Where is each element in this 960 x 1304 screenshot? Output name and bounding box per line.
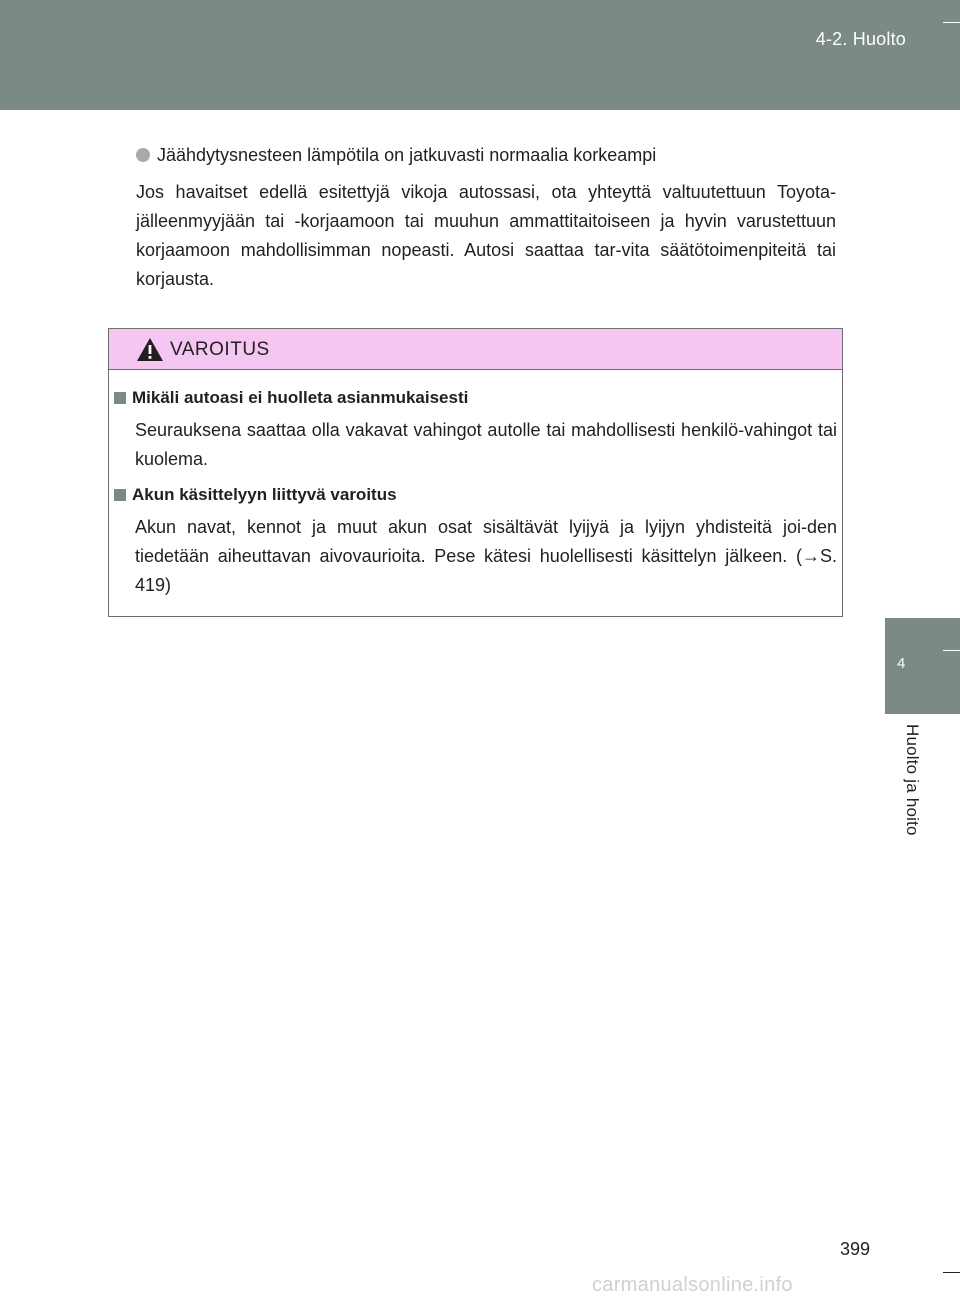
bullet-item xyxy=(136,145,656,166)
warning-header xyxy=(109,329,842,370)
body-paragraph: Jos havaitset edellä esitettyjä vikoja autossasi, ota yhteyttä valtuutettuun Toyota-jälleenmyyjään tai -korjaamoon tai muuhun ammattitaitoiseen ja hyvin varustettuun korjaamoon mahdollisimman nopeasti. Autosi saattaa tar-vita säätötoimenpiteitä tai korjausta. xyxy=(136,182,836,289)
crop-mark xyxy=(943,650,960,651)
subheading-text: Akun käsittelyyn liittyvä varoitus xyxy=(132,485,397,504)
page-header xyxy=(0,0,960,110)
watermark: carmanualsonline.info xyxy=(592,1274,793,1296)
warning-subheading xyxy=(114,485,397,505)
bullet-dot-icon xyxy=(136,148,150,162)
page-number: 399 xyxy=(840,1239,871,1259)
bullet-text: Jäähdytysnesteen lämpötila on jatkuvasti normaalia korkeampi xyxy=(157,145,657,165)
chapter-number: 4 xyxy=(897,655,906,672)
subheading-text: Mikäli autoasi ei huolleta asianmukaisesti xyxy=(132,388,469,407)
warning-title: VAROITUS xyxy=(170,339,270,360)
warning-box xyxy=(108,328,843,617)
warning-text: Akun navat, kennot ja muut akun osat sisältävät lyijyä ja lyijyn yhdisteitä joi-den tiedetään aiheuttavan aivovaurioita. Pese kätesi huolellisesti käsittelyn jälkeen. (→S. 419) xyxy=(135,517,837,595)
crop-mark xyxy=(943,22,960,23)
square-bullet-icon xyxy=(114,392,126,404)
warning-subheading xyxy=(114,388,468,408)
section-title: 4-2. Huolto xyxy=(815,29,906,49)
warning-text: Seurauksena saattaa olla vakavat vahingot autolle tai mahdollisesti henkilö-vahingot tai kuolema. xyxy=(135,420,837,469)
crop-mark xyxy=(943,1272,960,1273)
warning-triangle-icon xyxy=(136,337,164,362)
chapter-label: Huolto ja hoito xyxy=(903,724,922,836)
square-bullet-icon xyxy=(114,489,126,501)
